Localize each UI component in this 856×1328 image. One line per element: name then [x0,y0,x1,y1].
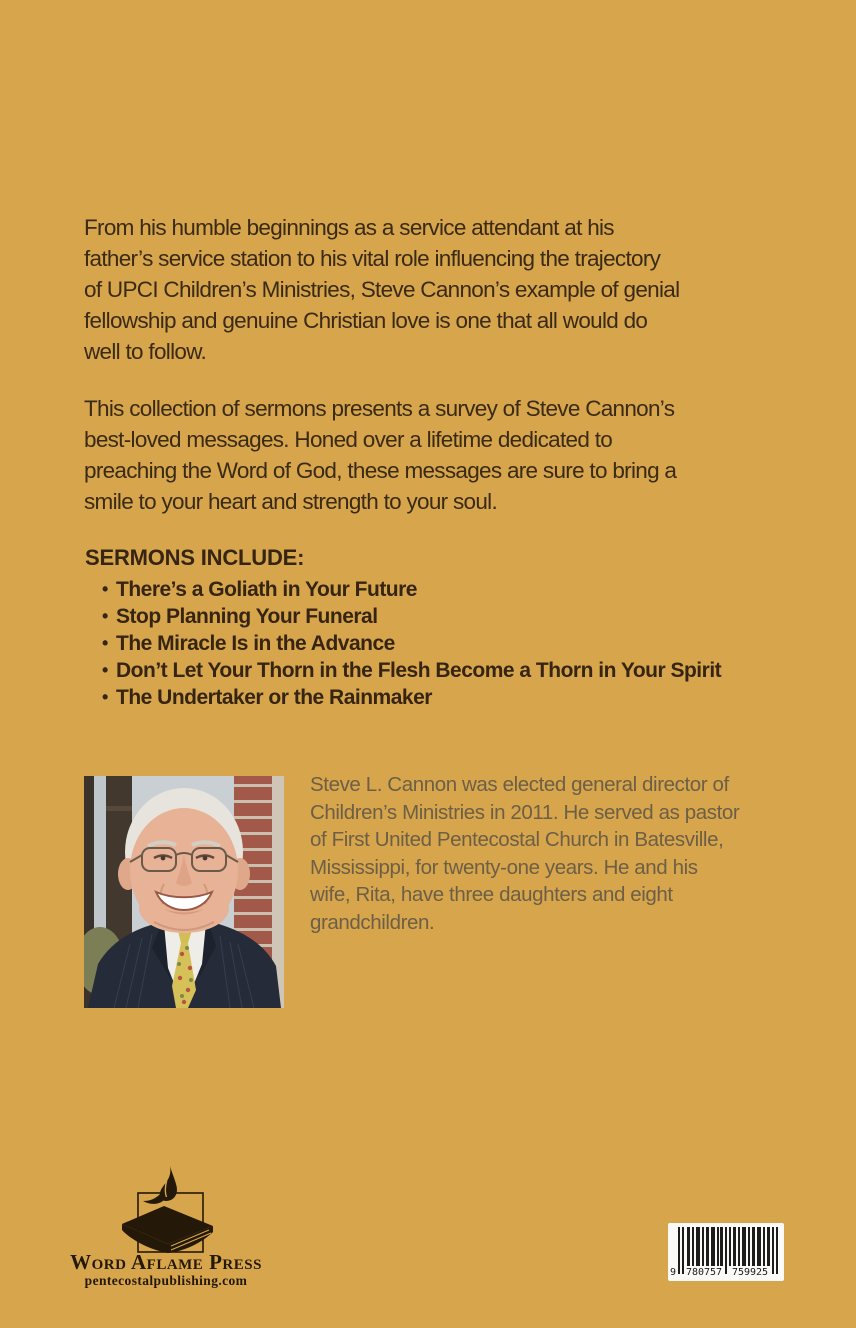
sermon-title: The Undertaker or the Rainmaker [116,686,432,709]
list-item [85,630,721,657]
text-line: of First United Pentecostal Church in Batesville, [310,828,724,851]
isbn-barcode [668,1223,784,1281]
list-item [85,603,721,630]
text-line: From his humble beginnings as a service attendant at his [84,215,614,240]
text-line: best-loved messages. Honed over a lifetime dedicated to [84,427,613,452]
text-line: father’s service station to his vital role influencing the trajectory [84,246,661,271]
bullet-icon: • [102,687,108,707]
bullet-icon: • [102,606,108,626]
text-line: Steve L. Cannon was elected general director of [310,773,729,796]
sermons-section [85,545,721,711]
text-line: Children’s Ministries in 2011. He served as pastor [310,800,740,824]
bullet-icon: • [102,633,108,653]
text-line: grandchildren. [310,910,435,934]
text-line: Mississippi, for twenty-one years. He and his [310,855,698,879]
publisher-logo [66,1162,266,1288]
list-item [85,576,721,603]
text-line: fellowship and genuine Christian love is one that all would do [84,308,648,333]
sermon-title: Stop Planning Your Funeral [116,605,378,628]
text-line: preaching the Word of God, these messages are sure to bring a [84,458,677,483]
author-photo [84,776,284,1008]
synopsis-paragraph-1 [84,212,679,367]
text-line: wife, Rita, have three daughters and eight [310,883,673,906]
flame-icon [143,1166,177,1204]
synopsis-paragraph-2 [84,393,676,517]
book-icon [122,1206,213,1253]
sermons-heading: SERMONS INCLUDE: [85,545,305,570]
isbn-lead-digit: 9 [670,1267,677,1278]
publisher-website: pentecostalpublishing.com [84,1273,248,1288]
isbn-digits [668,1266,784,1279]
text-line: smile to your heart and strength to your soul. [84,489,498,514]
bullet-icon: • [102,579,108,599]
publisher-name: Word Aflame Press [70,1250,262,1274]
text-line: well to follow. [84,339,207,364]
flame-over-book-icon [116,1162,216,1257]
text-line: of UPCI Children’s Ministries, Steve Cannon’s example of genial [84,277,680,302]
author-bio [310,771,739,1008]
list-item [85,684,721,711]
bullet-icon: • [102,660,108,680]
isbn-group-2: 759925 [729,1266,771,1279]
text-line: This collection of sermons presents a survey of Steve Cannon’s [84,396,675,421]
sermon-title: There’s a Goliath in Your Future [116,578,417,601]
author-photo-illustration [84,776,284,1008]
sermon-title: Don’t Let Your Thorn in the Flesh Become a Thorn in Your Spirit [116,659,722,682]
isbn-group-1: 780757 [685,1267,723,1278]
list-item [85,657,721,684]
author-section [84,773,740,1008]
sermon-title: The Miracle Is in the Advance [116,632,395,655]
sermons-list [85,576,721,711]
